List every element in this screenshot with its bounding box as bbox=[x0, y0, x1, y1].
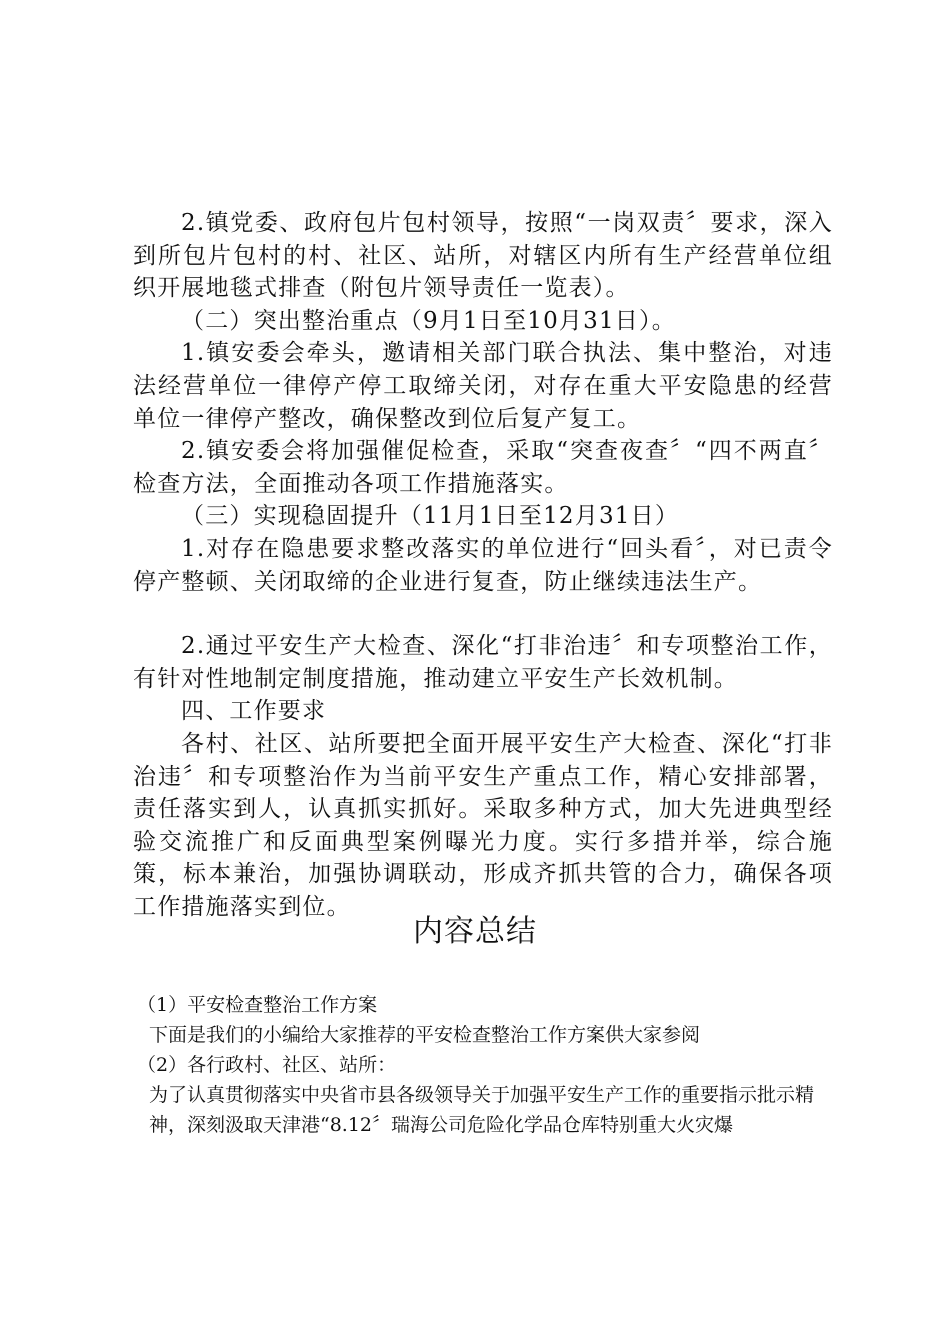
paragraph-long-term-mechanism: 2.通过平安生产大检查、深化“打非治违〞和专项整治工作，有针对性地制定制度措施，推动建立平安生产长效机制。 bbox=[133, 633, 833, 692]
paragraph-look-back-review: 1.对存在隐患要求整改落实的单位进行“回头看〞，对已责令停产整顿、关闭取缔的企业进行复查，防止继续违法生产。 bbox=[133, 535, 833, 595]
summary-title: 内容总结 bbox=[413, 914, 537, 949]
summary-item-addressees: （2）各行政村、社区、站所： bbox=[137, 1054, 397, 1076]
paragraph-work-requirements: 各村、社区、站所要把全面开展平安生产大检查、深化“打非治违〞和专项整治作为当前平安生产重点工作，精心安排部署，责任落实到人，认真抓实抓好。采取多种方式，加大先进典型经验交流推广和反面典型案例曝光力度。实行多措并举，综合施策，标本兼治，加强协调联动，形成齐抓共管的合力，确保各项工作措施落实到位。 bbox=[133, 730, 833, 920]
section-heading-consolidation: （三）实现稳固提升（11月1日至12月31日） bbox=[181, 503, 680, 530]
section-heading-rectification-focus: （二）突出整治重点（9月1日至10月31日）。 bbox=[181, 307, 676, 334]
summary-item-background: 为了认真贯彻落实中央省市县各级领导关于加强平安生产工作的重要指示批示精神，深刻汲取天津港“8.12〞瑞海公司危险化学品仓库特别重大火灾爆 bbox=[149, 1084, 815, 1136]
summary-item-plan-title: （1）平安检查整治工作方案 bbox=[137, 994, 378, 1016]
paragraph-supervision-check: 2.镇安委会将加强催促检查，采取“突查夜查〞“四不两直〞检查方法，全面推动各项工作措施落实。 bbox=[133, 438, 833, 497]
document-body bbox=[133, 207, 833, 923]
paragraph-leaders-inspection: 2.镇党委、政府包片包村领导，按照“一岗双责〞要求，深入到所包片包村的村、社区、站所，对辖区内所有生产经营单位组织开展地毯式排查（附包片领导责任一览表）。 bbox=[133, 210, 833, 302]
paragraph-joint-enforcement: 1.镇安委会牵头，邀请相关部门联合执法、集中整治，对违法经营单位一律停产停工取缔关闭，对存在重大平安隐患的经营单位一律停产整改，确保整改到位后复产复工。 bbox=[133, 340, 833, 432]
section-heading-work-requirements: 四、工作要求 bbox=[181, 698, 327, 725]
paragraph-spacer bbox=[133, 598, 833, 630]
summary-section bbox=[133, 990, 833, 1140]
summary-item-recommendation: 下面是我们的小编给大家推荐的平安检查整治工作方案供大家参阅 bbox=[149, 1024, 701, 1046]
